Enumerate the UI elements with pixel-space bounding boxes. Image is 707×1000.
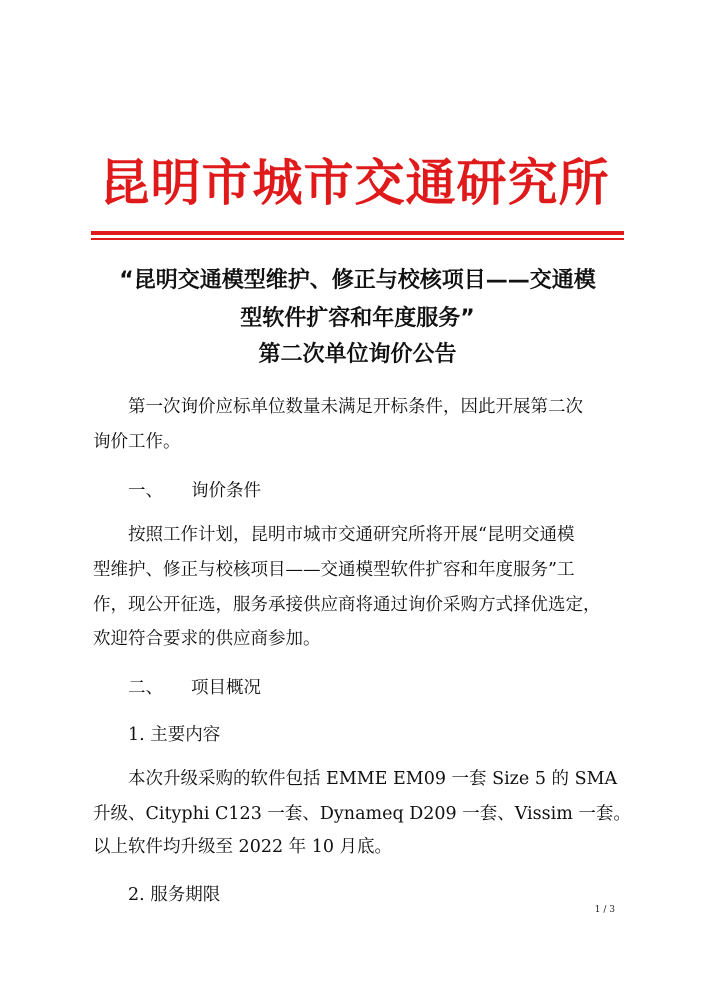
paragraph-line: 本次升级采购的软件包括 EMME EM09 一套 Size 5 的 SMA: [128, 769, 618, 789]
document-title-line-2: 型软件扩容和年度服务”: [240, 306, 475, 331]
paragraph-line: 欢迎符合要求的供应商参加。: [93, 629, 321, 649]
intro-line: 第一次询价应标单位数量未满足开标条件，因此开展第二次: [128, 397, 583, 417]
section-2-number: 二、: [128, 678, 163, 698]
header-rule-thin: [91, 238, 624, 240]
document-title-line-1: “昆明交通模型维护、修正与校核项目——交通模: [119, 268, 596, 293]
item-2-heading: 2. 服务期限: [128, 885, 221, 905]
page-number: 1 / 3: [594, 905, 615, 915]
paragraph-line: 按照工作计划，昆明市城市交通研究所将开展“昆明交通模: [128, 525, 575, 545]
document-title-line-3: 第二次单位询价公告: [258, 342, 457, 367]
header-rule-thick: [91, 231, 624, 235]
section-1-title: 询价条件: [191, 481, 261, 501]
paragraph-line: 以上软件均升级至 2022 年 10 月底。: [93, 837, 393, 857]
paragraph-line: 作，现公开征选，服务承接供应商将通过询价采购方式择优选定，: [93, 595, 601, 615]
paragraph-line: 升级、Cityphi C123 一套、Dynameq D209 一套、Vissim 一套。: [93, 804, 631, 824]
paragraph-line: 型维护、修正与校核项目——交通模型软件扩容和年度服务”工: [93, 560, 575, 580]
section-1-number: 一、: [128, 481, 163, 501]
intro-line: 询价工作。: [93, 432, 181, 452]
section-2-title: 项目概况: [191, 678, 261, 698]
item-1-heading: 1. 主要内容: [128, 725, 221, 745]
org-header-title: 昆明市城市交通研究所: [99, 153, 610, 212]
